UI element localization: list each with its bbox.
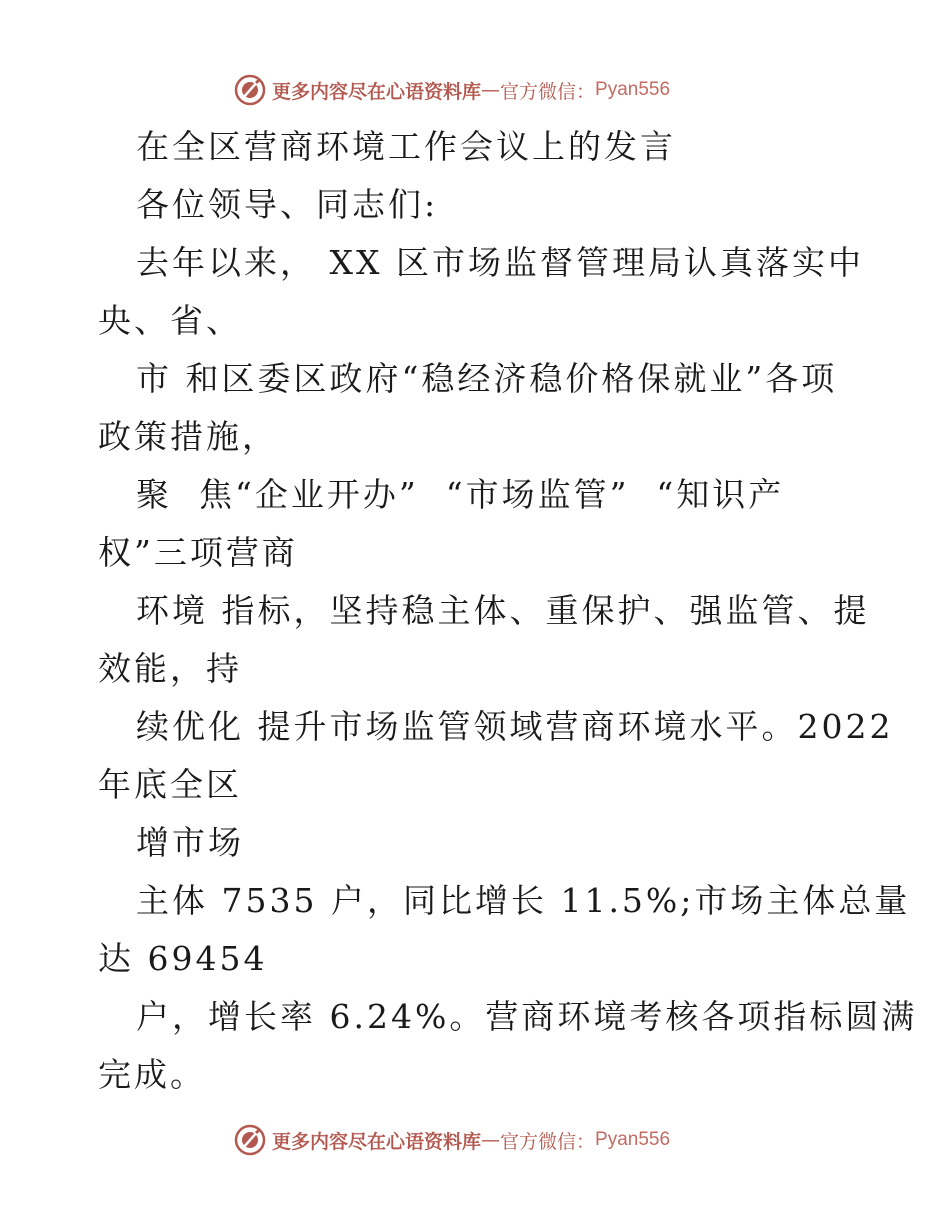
body-line: 增市场: [136, 823, 244, 862]
body-line: 完成。: [98, 1055, 206, 1094]
body-line: 环境 指标，坚持稳主体、重保护、强监管、提: [136, 591, 870, 630]
watermark-header: [234, 72, 670, 108]
salutation: 各位领导、同志们:: [136, 185, 439, 224]
body-line: 效能，持: [98, 649, 242, 688]
body-line: 聚 焦“企业开办” “市场监管” “知识产: [136, 475, 785, 514]
body-line: 政策措施，: [98, 417, 278, 456]
pen-seal-icon: [234, 1124, 266, 1156]
body-line: 央、省、: [98, 301, 242, 340]
body-line: 续优化 提升市场监管领域营商环境水平。2022: [136, 707, 894, 746]
watermark-separator: —: [481, 1129, 501, 1151]
pen-seal-icon: [234, 74, 266, 106]
document-body: [98, 118, 918, 1104]
body-line: 达 69454: [98, 939, 268, 978]
watermark-footer: [234, 1122, 670, 1158]
body-line: 户，增长率 6.24%。营商环境考核各项指标圆满: [136, 997, 918, 1036]
document-title: 在全区营商环境工作会议上的发言: [136, 127, 676, 166]
body-line: 市 和区委区政府“稳经济稳价格保就业”各项: [136, 359, 838, 398]
watermark-site-text: 更多内容尽在心语资料库: [272, 80, 482, 103]
watermark-label: 官方微信：: [500, 1130, 596, 1153]
watermark-handle: Pyan556: [595, 1129, 671, 1150]
watermark-handle: Pyan556: [595, 79, 671, 100]
body-line: 主体 7535 户，同比增长 11.5%;市场主体总量: [136, 881, 911, 920]
body-line: 权”三项营商: [98, 533, 298, 572]
watermark-label: 官方微信：: [500, 80, 596, 103]
body-line: 年底全区: [98, 765, 242, 804]
watermark-site-text: 更多内容尽在心语资料库: [272, 1130, 482, 1153]
watermark-separator: —: [481, 79, 501, 101]
body-line: 去年以来， XX 区市场监督管理局认真落实中: [136, 243, 864, 282]
